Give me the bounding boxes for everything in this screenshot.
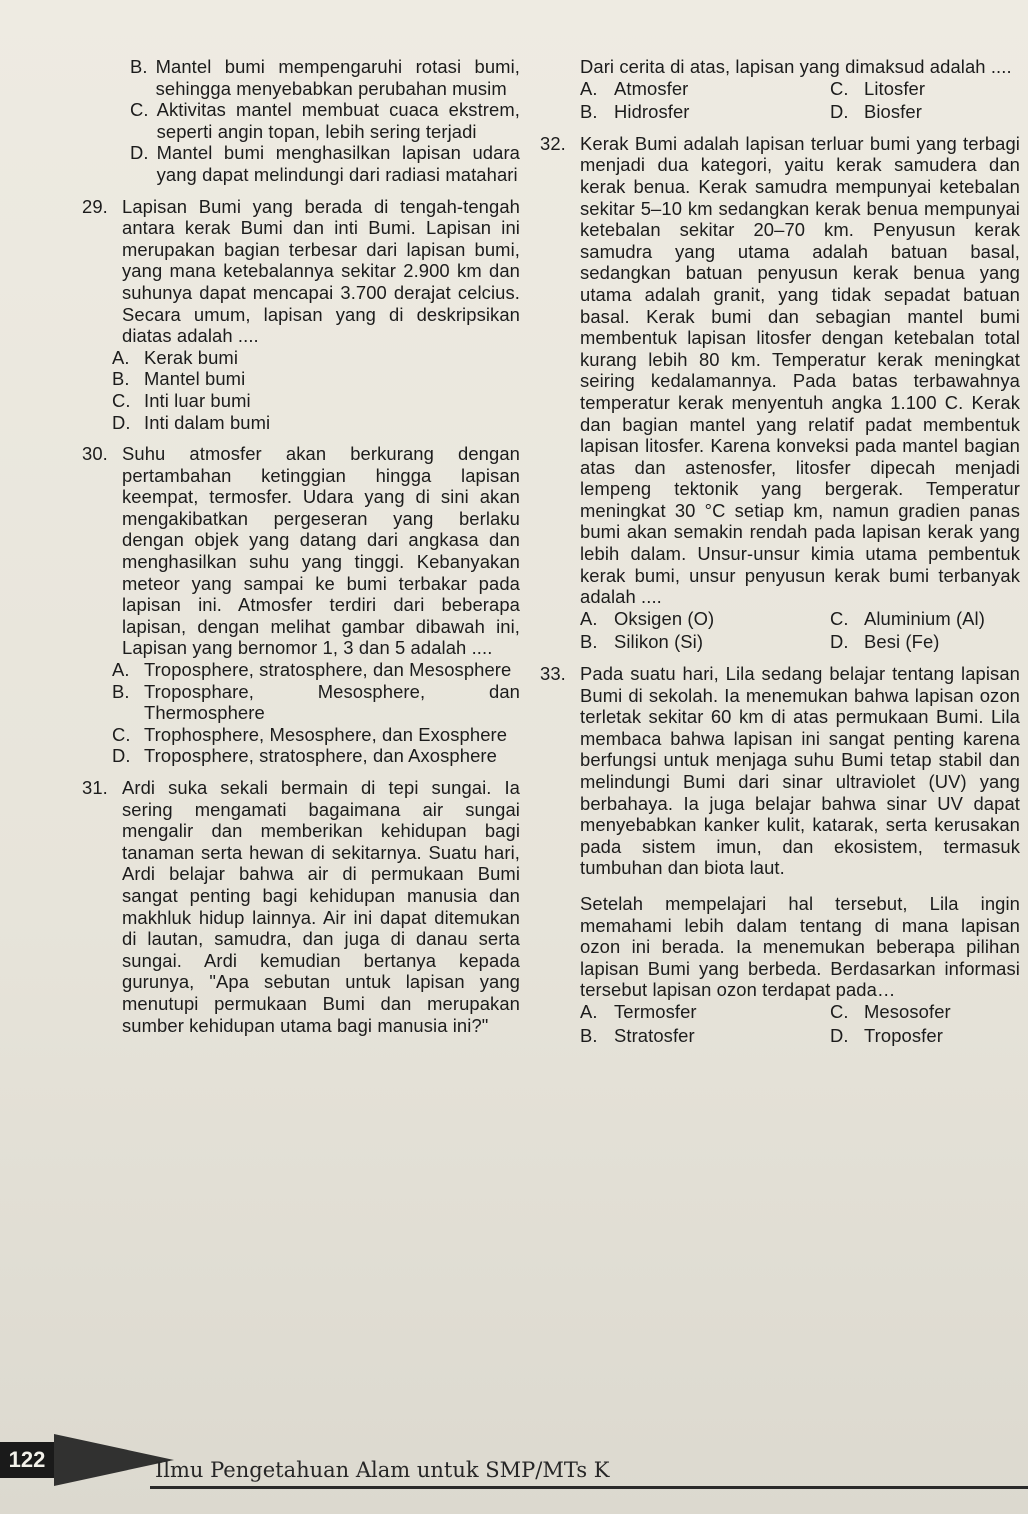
question-29: 29. Lapisan Bumi yang berada di tengah-tengah antara kerak Bumi dan inti Bumi. Lapisan ini merupakan bagian terbesar dari lapisan bumi, yang mana ketebalannya sekitar 2.900 km dan suhunya dapat mencapai 3.700 derajat celcius. Secara umum, lapisan yang di deskripsikan diatas adalah .... bbox=[82, 195, 520, 347]
q33-question-prompt: Setelah mempelajari hal tersebut, Lila ingin memahami lebih dalam tentang di mana lapisan ozon ini berada. Ia menemukan beberapa pilihan lapisan Bumi yang berbeda. Berdasarkan informasi tersebut lapisan ozon terdapat pada… bbox=[580, 892, 1020, 1001]
q31-option-c[interactable]: C. Litosfer bbox=[830, 77, 926, 99]
q29-option-b[interactable]: B. Mantel bumi bbox=[112, 368, 246, 390]
question-32: 32. Kerak Bumi adalah lapisan terluar bumi yang terbagi menjadi dua kategori, yaitu kerak samudera dan kerak benua. Kerak samudra mempunyai ketebalan sekitar 5–10 km sedangkan kerak benua mempunyai ketebalan sekitar 20–70 km. Penyusun kerak samudra yang utama adalah batuan basal, sedangkan batuan penyusun kerak benua yang utama adalah granit, yang tidak sepadat batuan basal. Kerak bumi dan sebagian mantel bumi membentuk lapisan litosfer dengan ketebalan total kurang lebih 80 km. Temperatur kerak meningkat seiring kedalamannya. Pada batas terbawahnya temperatur kerak menyentuh angka 1.100 C. Kerak dan bagian mantel yang relatif padat membentuk lapisan litosfer. Karena konveksi pada mantel bagian atas dan astenosfer, litosfer dipecah menjadi lempeng tektonik yang bergerak. Temperatur meningkat 30 °C setiap km, namun gradien panas bumi akan semakin rendah pada lapisan kerak yang lebih dalam. Unsur-unsur kimia utama pembentuk kerak bumi, unsur penyusun kerak bumi terbanyak adalah .... bbox=[540, 132, 1020, 608]
q29-option-d[interactable]: D. Inti dalam bumi bbox=[112, 411, 271, 433]
footer-rule bbox=[150, 1486, 1028, 1489]
q33-option-c[interactable]: C. Mesosofer bbox=[830, 1000, 951, 1022]
q33-option-d[interactable]: D. Troposfer bbox=[830, 1024, 943, 1046]
q30-option-b[interactable]: B. Troposphare, Mesosphere, dan Thermosphere bbox=[112, 680, 520, 724]
q29-option-a[interactable]: A. Kerak bumi bbox=[112, 346, 239, 368]
q31-question-prompt: Dari cerita di atas, lapisan yang dimaksud adalah .... bbox=[580, 56, 1012, 77]
q29-option-c[interactable]: C. Inti luar bumi bbox=[112, 389, 251, 411]
question-30: 30. Suhu atmosfer akan berkurang dengan pertambahan ketinggian hingga lapisan keempat, termosfer. Udara yang di sini akan mengakibatkan pergeseran yang berlaku dengan objek yang datang dari angkasa dan menghasilkan suhu yang tinggi. Kebanyakan meteor yang sampai ke bumi terbakar pada lapisan ini. Atmosfer terdiri dari beberapa lapisan, dengan melihat gambar dibawah ini, Lapisan yang bernomor 1, 3 dan 5 adalah .... bbox=[82, 443, 520, 659]
q30-option-c[interactable]: C. Trophosphere, Mesosphere, dan Exosphere bbox=[112, 723, 508, 745]
q31-options bbox=[580, 78, 1020, 123]
q33-option-a[interactable]: A. Termosfer bbox=[580, 1000, 697, 1022]
q31-option-a[interactable]: A. Atmosfer bbox=[580, 77, 689, 99]
q31-option-d[interactable]: D. Biosfer bbox=[830, 101, 922, 123]
q28-option-c: C. Aktivitas mantel membuat cuaca ekstrem, seperti angin topan, lebih sering terjadi bbox=[130, 99, 520, 142]
q28-option-d: D. Mantel bumi menghasilkan lapisan udara yang dapat melindungi dari radiasi matahari bbox=[130, 142, 520, 185]
q33-options bbox=[580, 1001, 1020, 1046]
question-33: 33. Pada suatu hari, Lila sedang belajar tentang lapisan Bumi di sekolah. Ia menemukan bahwa lapisan ozon terletak sekitar 60 km di atas permukaan Bumi. Lila membaca bahwa lapisan ini sangat penting karena berfungsi untuk menjaga suhu Bumi tetap stabil dan melindungi Bumi dari sinar ultraviolet (UV) yang berbahaya. Ia juga belajar bahwa sinar UV dapat menyebabkan kanker kulit, katarak, serta kerusakan pada sistem imun, dan ekosistem, termasuk tumbuhan dan biota laut. bbox=[540, 663, 1020, 879]
page-footer bbox=[0, 1428, 1028, 1514]
page-number: 122 bbox=[0, 1442, 54, 1478]
q32-options bbox=[580, 608, 1020, 653]
q31-option-b[interactable]: B. Hidrosfer bbox=[580, 101, 690, 123]
left-column bbox=[82, 56, 520, 1036]
q32-option-b[interactable]: B. Silikon (Si) bbox=[580, 631, 704, 653]
question-31: 31. Ardi suka sekali bermain di tepi sungai. Ia sering mengamati bagaimana air sungai mengalir dan memberikan kehidupan bagi tanaman serta hewan di sekitarnya. Suatu hari, Ardi belajar bahwa air di permukaan Bumi sangat penting bagi kehidupan manusia dan makhluk hidup lainnya. Air ini dapat ditemukan di lautan, samudra, dan juga di danau serta sungai. Ardi kemudian bertanya kepada gurunya, "Apa sebutan untuk lapisan yang menutupi permukaan Bumi dan merupakan sumber kehidupan utama bagi manusia ini?" bbox=[82, 777, 520, 1036]
q32-option-c[interactable]: C. Aluminium (Al) bbox=[830, 607, 985, 629]
q28-option-b: B. Mantel bumi mempengaruhi rotasi bumi, sehingga menyebabkan perubahan musim bbox=[130, 56, 520, 99]
q32-option-d[interactable]: D. Besi (Fe) bbox=[830, 631, 940, 653]
right-column bbox=[540, 56, 1020, 1046]
q32-option-a[interactable]: A. Oksigen (O) bbox=[580, 607, 715, 629]
q33-option-b[interactable]: B. Stratosfer bbox=[580, 1024, 695, 1046]
q30-option-a[interactable]: A. Troposphere, stratosphere, dan Mesosphere bbox=[112, 659, 512, 681]
q30-option-d[interactable]: D. Troposphere, stratosphere, dan Axosphere bbox=[112, 745, 497, 767]
book-title: Ilmu Pengetahuan Alam untuk SMP/MTs K bbox=[155, 1458, 610, 1482]
